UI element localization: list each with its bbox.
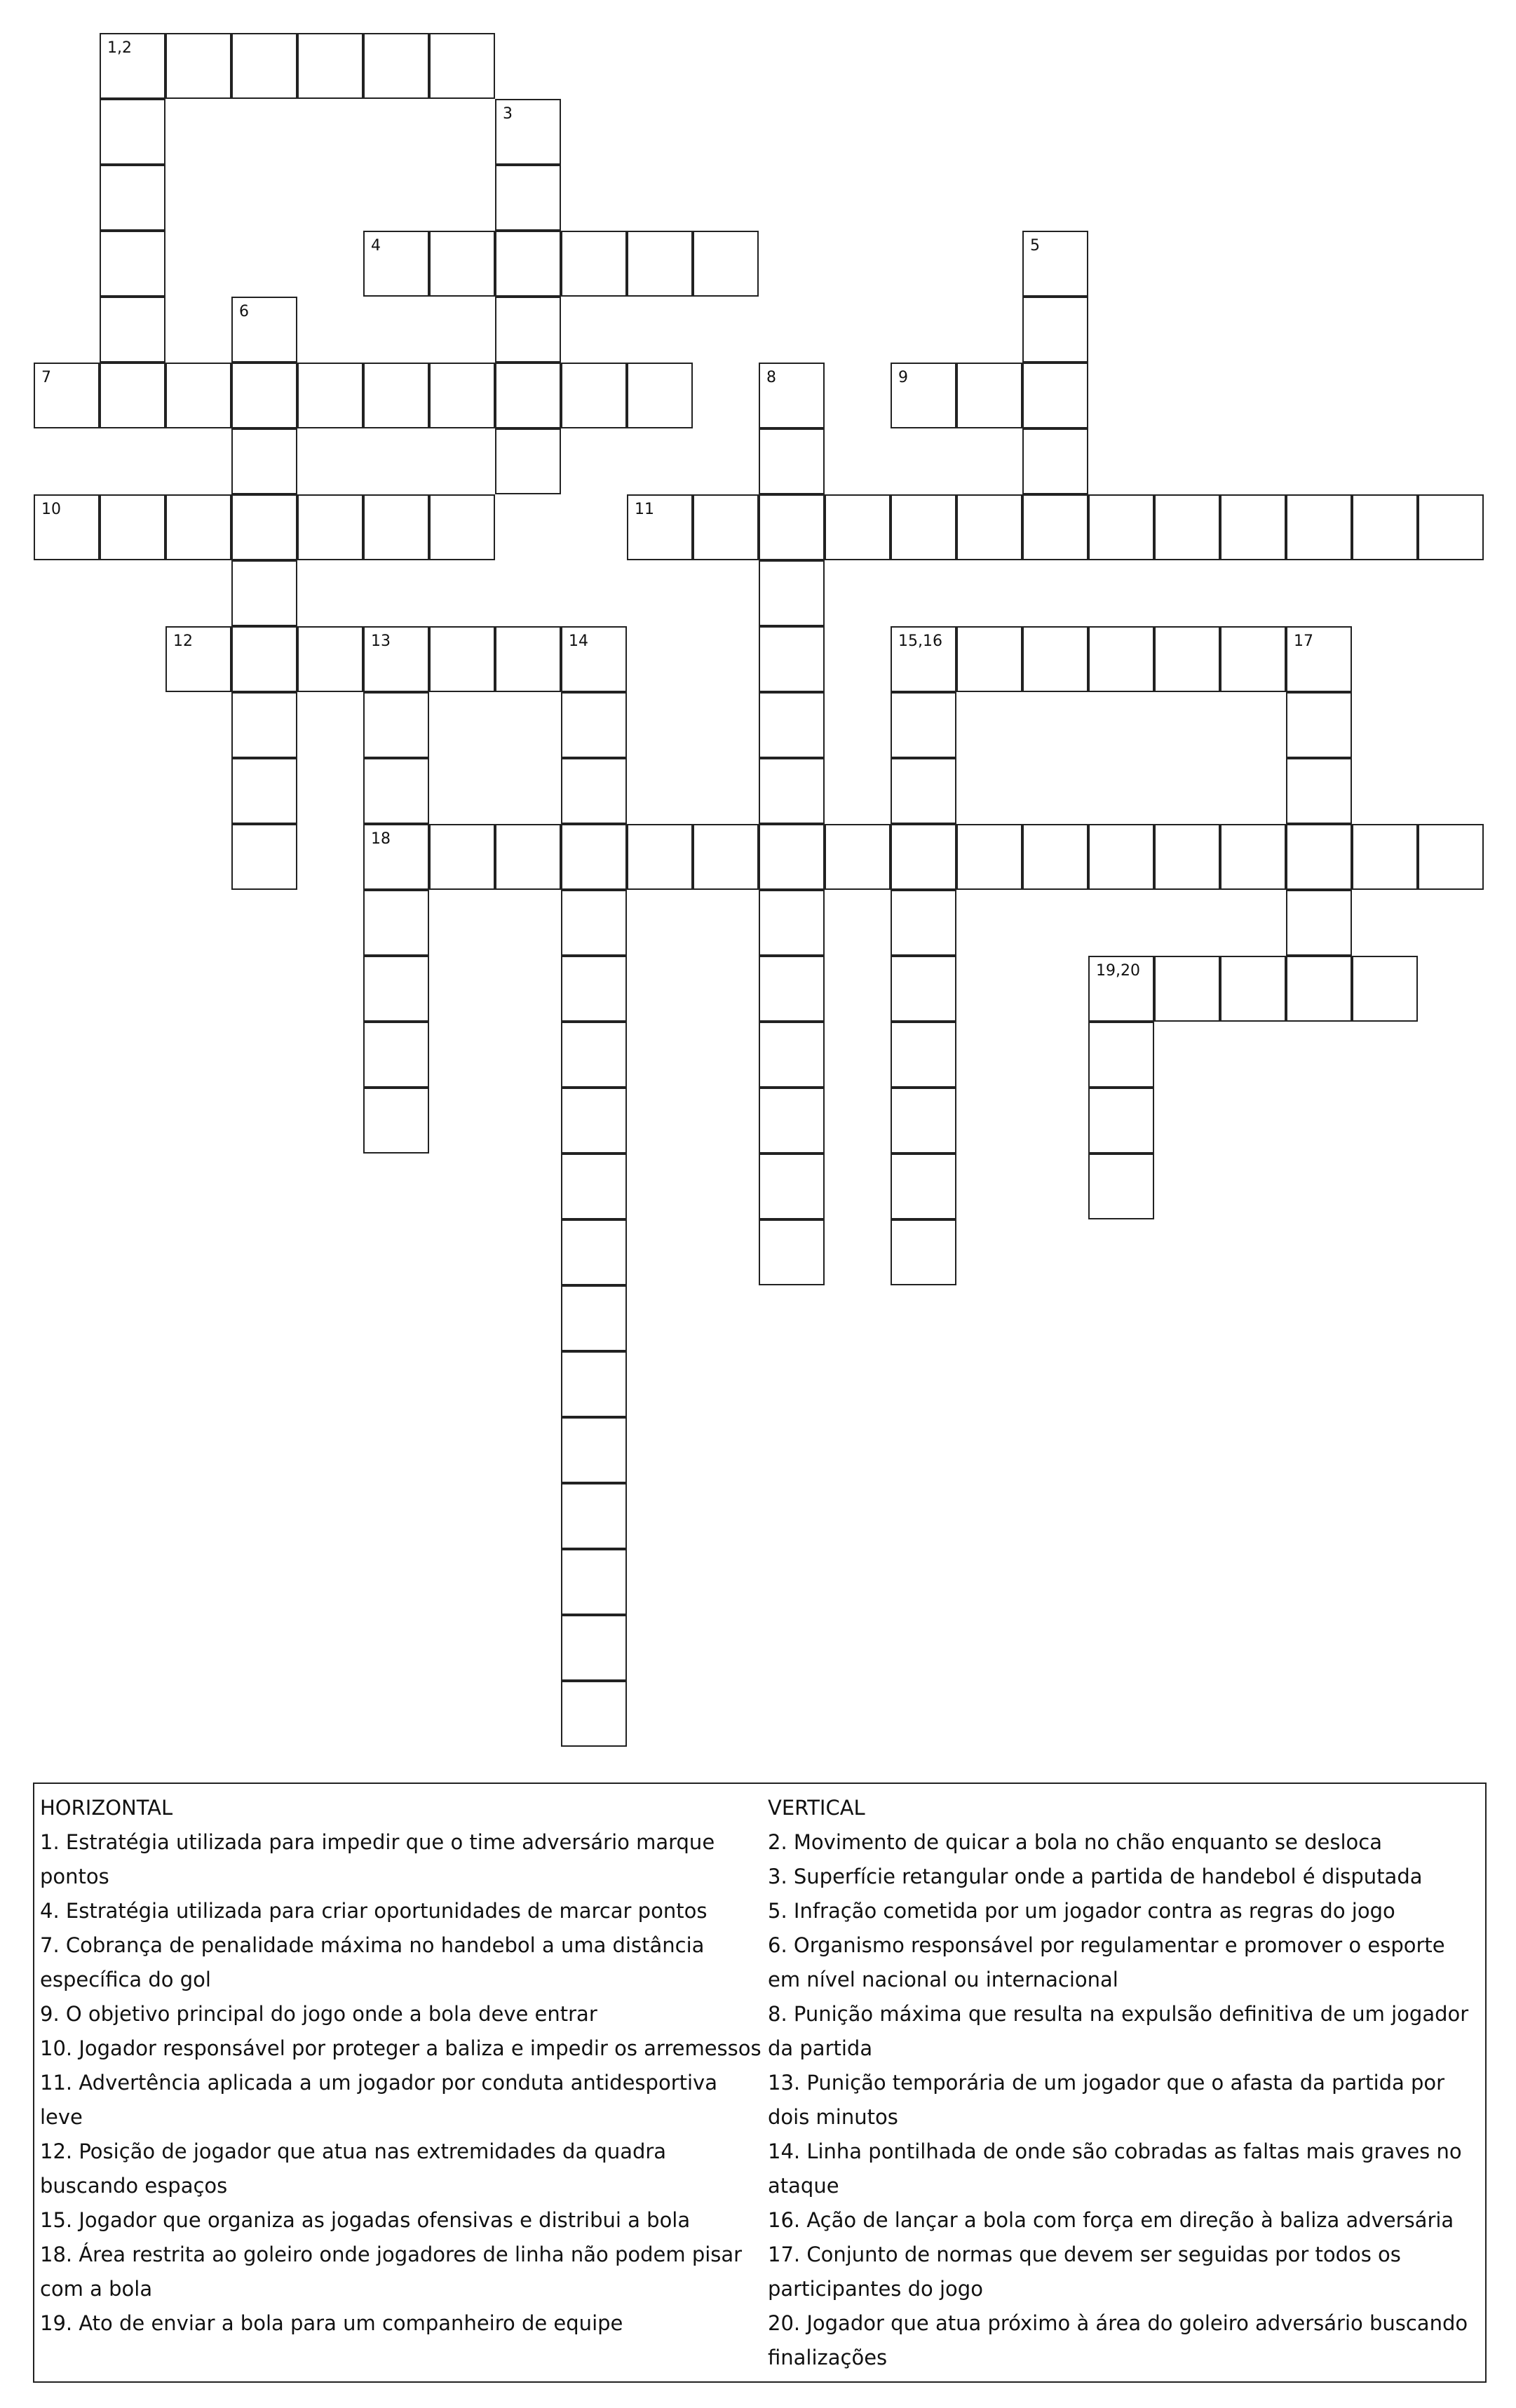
grid-cell[interactable] [1022,824,1088,890]
grid-cell[interactable] [100,33,165,99]
grid-cell[interactable] [891,1022,956,1088]
clue-vertical-6: 6. Organismo responsável por regulamentar e promover o esporte em nível nacional ou internacional [768,1933,1445,1991]
grid-cell[interactable] [759,626,825,692]
grid-cell[interactable] [561,1285,627,1351]
grid-cell[interactable] [1022,297,1088,363]
grid-cell[interactable] [759,956,825,1022]
grid-cell[interactable] [627,231,693,297]
grid-cell[interactable] [627,494,693,560]
grid-cell[interactable] [495,824,561,890]
grid-cell[interactable] [165,33,231,99]
grid-cell[interactable] [891,758,956,824]
grid-cell[interactable] [363,33,429,99]
grid-cell[interactable] [956,824,1022,890]
grid-cell[interactable] [1022,428,1088,494]
grid-cell[interactable] [956,626,1022,692]
clue-horizontal-4: 4. Estratégia utilizada para criar oportunidades de marcar pontos [40,1899,708,1923]
clue-number: 17 [1294,633,1313,650]
clue-horizontal-9: 9. O objetivo principal do jogo onde a bola deve entrar [40,2002,597,2026]
grid-cell[interactable] [363,231,429,297]
grid-cell[interactable] [100,494,165,560]
grid-cell[interactable] [693,231,759,297]
grid-cell[interactable] [825,494,891,560]
clue-number: 19,20 [1096,962,1140,980]
clue-number: 12 [173,633,193,650]
vertical-heading: VERTICAL [768,1796,865,1820]
grid-cell[interactable] [363,626,429,692]
vertical-clues [768,1791,1483,2375]
grid-cell[interactable] [759,890,825,956]
grid-cell[interactable] [1220,824,1286,890]
grid-cell[interactable] [891,824,956,890]
grid-cell[interactable] [34,363,100,428]
grid-cell[interactable] [1088,1022,1154,1088]
clue-number: 8 [766,369,776,386]
grid-cell[interactable] [1088,1154,1154,1219]
grid-cell[interactable] [561,1417,627,1483]
grid-cell[interactable] [495,297,561,363]
grid-cell[interactable] [891,956,956,1022]
clue-vertical-14: 14. Linha pontilhada de onde são cobradas as faltas mais graves no ataque [768,2139,1462,2198]
grid-cell[interactable] [627,363,693,428]
clue-number: 9 [898,369,908,386]
clue-number: 7 [41,369,51,386]
grid-cell[interactable] [495,165,561,231]
grid-cell[interactable] [561,758,627,824]
grid-cell[interactable] [1286,494,1352,560]
clue-vertical-8: 8. Punição máxima que resulta na expulsão definitiva de um jogador da partida [768,2002,1469,2060]
grid-cell[interactable] [1286,758,1352,824]
clue-number: 13 [371,633,391,650]
grid-cell[interactable] [231,33,297,99]
clue-horizontal-1: 1. Estratégia utilizada para impedir que o time adversário marque pontos [40,1830,715,1888]
grid-cell[interactable] [759,494,825,560]
grid-cell[interactable] [891,1154,956,1219]
grid-cell[interactable] [231,428,297,494]
grid-cell[interactable] [1088,494,1154,560]
clue-horizontal-11: 11. Advertência aplicada a um jogador por conduta antidesportiva leve [40,2071,717,2129]
grid-cell[interactable] [1022,231,1088,297]
grid-cell[interactable] [231,824,297,890]
grid-cell[interactable] [759,1154,825,1219]
grid-cell[interactable] [429,626,495,692]
clue-vertical-17: 17. Conjunto de normas que devem ser seguidas por todos os participantes do jogo [768,2243,1401,2301]
grid-cell[interactable] [1352,956,1418,1022]
grid-cell[interactable] [561,1615,627,1681]
clue-number: 1,2 [107,39,132,57]
grid-cell[interactable] [1220,956,1286,1022]
grid-cell[interactable] [627,824,693,890]
clue-horizontal-12: 12. Posição de jogador que atua nas extremidades da quadra buscando espaços [40,2139,667,2198]
grid-cell[interactable] [561,1681,627,1747]
grid-cell[interactable] [1220,626,1286,692]
clue-vertical-2: 2. Movimento de quicar a bola no chão enquanto se desloca [768,1830,1382,1854]
clue-number: 15,16 [898,633,942,650]
grid-cell[interactable] [1352,494,1418,560]
grid-cell[interactable] [429,33,495,99]
grid-cell[interactable] [561,824,627,890]
grid-cell[interactable] [363,890,429,956]
grid-cell[interactable] [1220,494,1286,560]
grid-cell[interactable] [231,626,297,692]
grid-cell[interactable] [759,363,825,428]
grid-cell[interactable] [561,363,627,428]
clue-horizontal-7: 7. Cobrança de penalidade máxima no handebol a uma distância específica do gol [40,1933,705,1991]
grid-cell[interactable] [956,363,1022,428]
grid-cell[interactable] [363,692,429,758]
grid-cell[interactable] [1418,824,1484,890]
clue-number: 11 [635,501,654,518]
clue-number: 5 [1030,237,1040,255]
grid-cell[interactable] [759,692,825,758]
grid-cell[interactable] [759,824,825,890]
clue-vertical-3: 3. Superfície retangular onde a partida de handebol é disputada [768,1865,1423,1888]
clue-number: 3 [503,105,513,123]
grid-cell[interactable] [693,824,759,890]
grid-cell[interactable] [1022,626,1088,692]
grid-cell[interactable] [165,363,231,428]
grid-cell[interactable] [429,494,495,560]
grid-cell[interactable] [1022,494,1088,560]
grid-cell[interactable] [759,560,825,626]
grid-cell[interactable] [561,1088,627,1154]
grid-cell[interactable] [231,363,297,428]
grid-cell[interactable] [363,494,429,560]
grid-cell[interactable] [1088,956,1154,1022]
grid-cell[interactable] [165,494,231,560]
grid-cell[interactable] [231,692,297,758]
grid-cell[interactable] [1286,692,1352,758]
clue-number: 14 [569,633,588,650]
grid-cell[interactable] [759,428,825,494]
grid-cell[interactable] [1088,1088,1154,1154]
grid-cell[interactable] [759,1088,825,1154]
grid-cell[interactable] [891,494,956,560]
grid-cell[interactable] [231,297,297,363]
grid-cell[interactable] [429,363,495,428]
grid-cell[interactable] [495,231,561,297]
grid-cell[interactable] [1022,363,1088,428]
grid-cell[interactable] [34,494,100,560]
grid-cell[interactable] [429,231,495,297]
clue-horizontal-18: 18. Área restrita ao goleiro onde jogadores de linha não podem pisar com a bola [40,2243,743,2301]
horizontal-clues [40,1791,762,2341]
clue-vertical-20: 20. Jogador que atua próximo à área do goleiro adversário buscando finalizações [768,2311,1468,2369]
grid-cell[interactable] [363,363,429,428]
clue-horizontal-15: 15. Jogador que organiza as jogadas ofensivas e distribui a bola [40,2208,691,2232]
grid-cell[interactable] [561,1549,627,1615]
grid-cell[interactable] [495,626,561,692]
grid-cell[interactable] [297,494,363,560]
grid-cell[interactable] [363,1088,429,1154]
grid-cell[interactable] [297,363,363,428]
grid-cell[interactable] [1154,956,1220,1022]
grid-cell[interactable] [100,99,165,165]
grid-cell[interactable] [100,297,165,363]
grid-cell[interactable] [495,428,561,494]
grid-cell[interactable] [561,1022,627,1088]
grid-cell[interactable] [495,363,561,428]
grid-cell[interactable] [1154,494,1220,560]
grid-cell[interactable] [561,626,627,692]
grid-cell[interactable] [561,1351,627,1417]
grid-cell[interactable] [363,1022,429,1088]
grid-cell[interactable] [1088,626,1154,692]
grid-cell[interactable] [231,758,297,824]
grid-cell[interactable] [891,1088,956,1154]
grid-cell[interactable] [561,1219,627,1285]
grid-cell[interactable] [561,890,627,956]
clue-number: 18 [371,830,391,848]
clue-number: 6 [239,303,249,320]
clue-vertical-16: 16. Ação de lançar a bola com força em direção à baliza adversária [768,2208,1454,2232]
grid-cell[interactable] [825,824,891,890]
grid-cell[interactable] [1088,824,1154,890]
clue-number: 4 [371,237,381,255]
grid-cell[interactable] [1352,824,1418,890]
grid-cell[interactable] [231,494,297,560]
grid-cell[interactable] [891,1219,956,1285]
grid-cell[interactable] [956,494,1022,560]
grid-cell[interactable] [429,824,495,890]
grid-cell[interactable] [297,33,363,99]
grid-cell[interactable] [1154,824,1220,890]
grid-cell[interactable] [100,363,165,428]
grid-cell[interactable] [1154,626,1220,692]
grid-cell[interactable] [100,165,165,231]
grid-cell[interactable] [1286,890,1352,956]
grid-cell[interactable] [561,1483,627,1549]
grid-cell[interactable] [363,758,429,824]
grid-cell[interactable] [363,956,429,1022]
grid-cell[interactable] [1286,824,1352,890]
grid-cell[interactable] [1286,626,1352,692]
grid-cell[interactable] [891,692,956,758]
grid-cell[interactable] [891,363,956,428]
grid-cell[interactable] [561,692,627,758]
grid-cell[interactable] [363,824,429,890]
grid-cell[interactable] [561,231,627,297]
clue-vertical-5: 5. Infração cometida por um jogador contra as regras do jogo [768,1899,1395,1923]
grid-cell[interactable] [495,99,561,165]
grid-cell[interactable] [891,890,956,956]
grid-cell[interactable] [231,560,297,626]
grid-cell[interactable] [561,1154,627,1219]
grid-cell[interactable] [297,626,363,692]
clue-vertical-13: 13. Punição temporária de um jogador que o afasta da partida por dois minutos [768,2071,1445,2129]
grid-cell[interactable] [561,956,627,1022]
grid-cell[interactable] [759,1219,825,1285]
grid-cell[interactable] [100,231,165,297]
clues-panel [33,1783,1487,2383]
clue-horizontal-19: 19. Ato de enviar a bola para um companheiro de equipe [40,2311,623,2335]
grid-cell[interactable] [1286,956,1352,1022]
grid-cell[interactable] [165,626,231,692]
clue-number: 10 [41,501,61,518]
grid-cell[interactable] [759,758,825,824]
grid-cell[interactable] [759,1022,825,1088]
clue-horizontal-10: 10. Jogador responsável por proteger a baliza e impedir os arremessos [40,2036,762,2060]
horizontal-heading: HORIZONTAL [40,1796,173,1820]
grid-cell[interactable] [891,626,956,692]
grid-cell[interactable] [1418,494,1484,560]
grid-cell[interactable] [693,494,759,560]
